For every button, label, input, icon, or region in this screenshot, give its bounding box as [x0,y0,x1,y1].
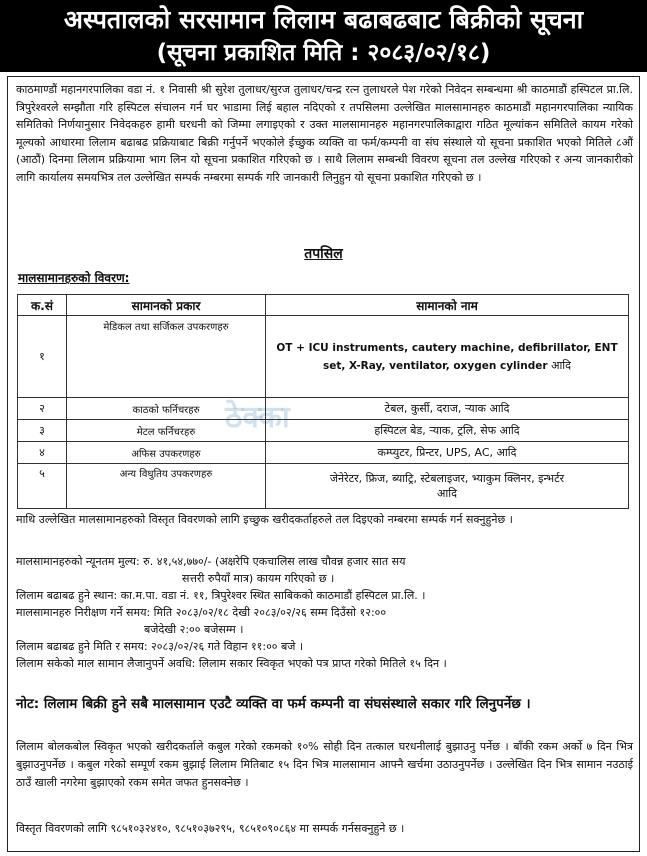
note-text: नोट: लिलाम बिक्री हुने सबै मालसामान एउटै व्यक्ति वा फर्म कम्पनी वा संघसंस्थाले सकार गरि लिनुपर्नेछ । [16,696,531,712]
row-name: हस्पिटल बेड, ऱ्याक, ट्रलि, सेफ आदि [266,420,629,442]
intro-paragraph: काठमाण्डौं महानगरपालिका वडा नं. १ निवासी श्री सुरेश तुलाधर/सुरज तुलाधर/चन्द्र रत्न तुलाधरले पेश गरेको निवेदन सम्बन्धमा श्री काठमाडौं हस्पिटल प्रा.लि. त्रिपुरेश्वरले सम्झौता गरि हस्पिटल संचालन गर्न घर भाडामा लिई बहाल नदिएको र तपसिलमा उल्लेखित मालसामानहरु काठमाडौं महानगरपालिका न्यायिक समितिको निर्णयानुसार निवेदकहरु हामी घरधनी को जिम्मा लगाइएको र उक्त मालसामानहरु महानगरपालिकाद्वारा गठित मूल्यांकन समितिले कायम गरेको मूल्यको आधारमा लिलाम बढाबढ प्रक्रियाबाट बिक्री गर्नुपर्ने भएकोले ईच्छुक व्यक्ति वा फर्म/कम्पनी वा संघ संस्थाले यो सूचना प्रकाशित भएको मितिले ८औं (आठौं) दिनमा लिलाम प्रक्रियामा भाग लिन यो सूचना प्रकाशित गरिएको छ । साथै लिलाम सम्बन्धी विवरण सूचना तल उल्लेख गरिएको र अन्य जानकारीको लागि कार्यालय समयभित्र तल उल्लेखित सम्पर्क नम्बरमा सम्पर्क गरि जानकारी लिनुहुन यो सूचना प्रकाशित गरिएको छ । [16,83,633,184]
row-sn: २ [18,398,67,420]
row-type: मेटल फर्निचरहरु [67,420,266,442]
row-type: अफिस उपकरणहरु [67,442,266,464]
row-name: जेनेरेटर, फ्रिज, ब्याट्रि, स्टेबलाइजर, भ्याकुम क्लिनर, इन्भर्टर आदि [266,464,629,509]
row-name-english: OT + ICU instruments, cautery machine, defibrillator, ENT set, X-Ray, ventilator, oxygen cylinder [276,341,618,372]
watermark-logo: ठेक्का [225,400,290,435]
row-type: काठको फर्निचरहरु [67,398,266,420]
table-row [18,398,629,420]
venue-line: लिलाम बढाबढ हुने स्थान: का.म.पा. वडा नं. ११, त्रिपुरेश्वर स्थित साबिकको काठमाडौं हस्पिटल प्रा.लि. । [16,589,426,602]
row-sn: ३ [18,420,67,442]
row-type: अन्य विधुतिय उपकरणहरु [67,464,266,509]
contact-numbers: विस्तृत विवरणको लागि ९८५१०३२४१०, ९८५१०३७२९५, ९८५१०९०८६४ मा सम्पर्क गर्नसक्नुहुने छ । [16,822,405,835]
auction-date-line: लिलाम बढाबढ हुने मिति र समय: २०८३/०२/२६ गते विहान ११:०० बजे । [16,640,304,653]
auction-details [16,553,633,672]
row-sn: १ [18,316,67,398]
collection-line: लिलाम सकेको माल सामान लैजानुपर्ने अवधि: लिलाम सकार स्विकृत भएको पत्र प्राप्त गरेको मितिले १५ दिन । [16,657,447,670]
min-price-line: मालसामानहरुको न्यूनतम मुल्य: रु. ४१,५४,७७०/- (अक्षरेपि एकचालिस लाख चौवन्न हजार सात सय [16,555,406,568]
items-table [17,294,629,509]
table-row [18,316,629,398]
table-row [18,442,629,464]
row-name: टेबल, कुर्सी, दराज, ऱ्याक आदि [266,398,629,420]
row-type-text: मेडिकल तथा सर्जिकल उपकरणहरु [103,322,229,333]
row-name [266,316,629,398]
table-row [18,464,629,509]
inspection-line-2: बजेदेखी २:०० बजेसम्म । [144,623,244,636]
contact-intro: माथि उल्लेखित मालसामानहरुको विस्तृत विवरणको लागि इच्छुक खरीदकर्ताहरुले तल दिइएको नम्बरमा सम्पर्क गर्न सक्नुहुनेछ । [16,513,513,526]
header-type: सामानको प्रकार [67,295,266,316]
row-name-tail: आदि [551,358,571,372]
row-sn: ५ [18,464,67,509]
publish-date: (सूचना प्रकाशित मिति : २०८३/०२/१८) [156,40,491,66]
header-name: सामानको नाम [266,295,629,316]
table-row [18,420,629,442]
inspection-line: मालसामानहरु निरीक्षण गर्ने समय: मिति २०८३/०२/१८ देखी २०८३/०२/२६ सम्म दिउँसो १२:०० [16,606,387,619]
header-sn: क.सं [18,295,67,316]
row-name: कम्प्युटर, प्रिन्टर, UPS, AC, आदि [266,442,629,464]
notice-title: अस्पतालको सरसामान लिलाम बढाबढबाट बिक्रीको सूचना [63,5,584,34]
tapasil-heading: तपसिल [304,246,343,262]
notice-header [0,0,647,72]
payment-paragraph: लिलाम बोलकबोल स्विकृत भएको खरीदकर्ताले कबुल गरेको रकमको १०% सोही दिन तत्काल घरधनीलाई बुझाउनु पर्नेछ । बाँकी रकम अर्को ७ दिन भित्र बुझाउनुपर्नेछ । कबुल गरेको सम्पूर्ण रकम बुझाई लिलाम मितिबाट १५ दिन भित्र मालसामान आफ्नै खर्चमा उठाउनुपर्नेछ । उल्लेखित दिन भित्र सामान नउठाई ठाउँ खाली नगरेमा बुझाएको रकम समेत जफत हुनसक्नेछ । [16,740,633,789]
items-heading: मालसामानहरुको विवरण: [18,271,130,285]
row-type [67,316,266,398]
table-header-row [18,295,629,316]
row-sn: ४ [18,442,67,464]
min-price-line-2: सत्तरी रुपैयाँ मात्र) कायम गरिएको छ । [182,572,335,585]
